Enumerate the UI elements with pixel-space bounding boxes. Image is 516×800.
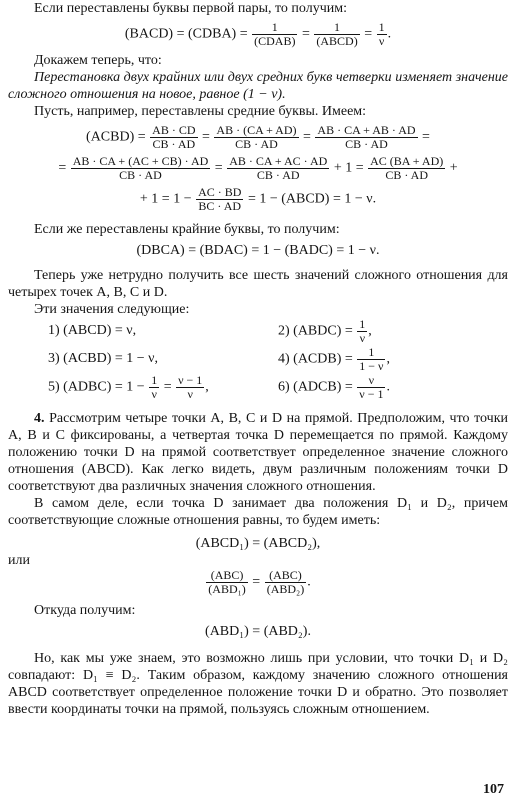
fraction bbox=[227, 155, 329, 182]
numerator: 1 bbox=[252, 21, 297, 35]
denominator: ν bbox=[359, 331, 365, 345]
numerator: AC (BA + AD) bbox=[370, 154, 444, 168]
fraction bbox=[377, 21, 387, 48]
numerator: ν − 1 bbox=[178, 373, 203, 387]
equation-part: + 1 = bbox=[333, 160, 364, 176]
denominator: CB · AD bbox=[152, 137, 196, 151]
numerator: ν bbox=[357, 374, 385, 388]
fraction bbox=[196, 186, 243, 213]
equation-part: (ACBD) = bbox=[86, 129, 146, 145]
text-line: Пусть, например, переставлены средние буквы. Имеем: bbox=[34, 104, 367, 119]
denominator: 1 − ν bbox=[359, 359, 384, 373]
value-text: 4) (ACDB) = bbox=[278, 351, 353, 367]
denominator: ν bbox=[187, 387, 193, 401]
page-number: 107 bbox=[483, 782, 504, 797]
fraction bbox=[357, 346, 385, 373]
denominator: (CDAB) bbox=[254, 34, 296, 48]
numerator: AB · (CA + AD) bbox=[216, 123, 297, 137]
numerator: (ABC) bbox=[206, 569, 248, 583]
fraction bbox=[71, 155, 211, 182]
values-list bbox=[8, 318, 508, 400]
value-text: 5) (ADBC) = 1 − bbox=[48, 379, 145, 395]
value-text: 3) (ACBD) = 1 − ν, bbox=[48, 351, 159, 366]
equation-6: (ABCD₁) = (ABCD₂), bbox=[195, 536, 321, 551]
equation-7: (ABC) (ABD₁) = (ABC) (ABD₂) . bbox=[208, 568, 311, 596]
numerator: AB · CA + (AC + CB) · AD bbox=[72, 154, 209, 168]
numerator: 1 bbox=[378, 20, 385, 34]
denominator: BC · AD bbox=[198, 199, 242, 213]
numerator: (ABC) bbox=[265, 569, 307, 583]
text-line: Докажем теперь, что: bbox=[34, 53, 162, 68]
equation-part: + bbox=[449, 160, 458, 176]
value-text: 6) (ADCB) = bbox=[278, 379, 353, 395]
text-line: Если же переставлены крайние буквы, то получим: bbox=[34, 222, 340, 237]
fraction bbox=[265, 569, 307, 596]
denominator: CB · AD bbox=[345, 137, 388, 151]
fraction bbox=[150, 124, 197, 151]
value-item: 5) (ADBC) = 1 − $\frac{1}{\nu}$ = $\frac{\nu - 1}{\nu}$ , bbox=[48, 373, 209, 401]
equation-part: (BACD) = (CDBA) = bbox=[124, 26, 248, 42]
denominator: CB · AD bbox=[119, 168, 162, 182]
equals-sign: = bbox=[364, 26, 373, 42]
numerator: AB · CA + AC · AD bbox=[229, 154, 328, 168]
paragraph-text: Рассмотрим четыре точки A, B, C и D на прямой. Предположим, что точки A, B и C фиксированы, а четвертая точка D перемещается по прямой. Каждому положению точки D на прямой соответствует определенное значение сложного отношения (ABCD). Как легко видеть, двум различным положениям точки D соответствуют два различных значения сложного отношения. bbox=[8, 411, 509, 494]
denominator: ν bbox=[151, 387, 157, 401]
numerator: AC · BD bbox=[198, 185, 242, 199]
fraction bbox=[214, 124, 298, 151]
fraction bbox=[206, 569, 248, 596]
equation-1: (BACD) = (CDBA) = 1 (CDAB) = 1 (ABCD) = $\frac{1}{\nu}$ . bbox=[124, 20, 392, 48]
fraction bbox=[357, 318, 367, 345]
value-item: 6) (ADCB) = $\frac{\nu}{\nu - 1}$ . bbox=[278, 373, 390, 401]
text-line: Если переставлены буквы первой пары, то получим: bbox=[34, 1, 347, 16]
value-item: 2) (ABDC) = $\frac{1}{\nu}$ , bbox=[278, 317, 372, 345]
numerator: 1 bbox=[359, 317, 366, 331]
equals-sign: = bbox=[301, 26, 310, 42]
fraction bbox=[368, 155, 445, 182]
denominator: ν − 1 bbox=[359, 387, 384, 401]
section-number: 4. bbox=[34, 411, 45, 426]
equation-3: = $\frac{AB \cdot CA + (AC + CB) \cdot AD}{CB \cdot AD}$ = $\frac{AB \cdot CA + AC \cdot AD}{CB \cdot AD}$ + 1 = $\frac{AC (BA + AD)}{CB \cdot AD}$ + bbox=[58, 154, 458, 182]
value-item: 4) (ACDB) = $\frac{1}{1 - \nu}$ , bbox=[278, 345, 390, 373]
text-paragraph: Но, как мы уже знаем, это возможно лишь при условии, что точки D₁ и D₂ совпадают: D₁ ≡ D₂. Таким образом, каждому значению сложного отношения ABCD соответствует определенное положение точки D и обратно. Это позволяет ввести координаты точки на прямой, пользуясь сложным отношением. bbox=[8, 651, 508, 717]
equation-part: + 1 = 1 − bbox=[139, 191, 192, 207]
fraction bbox=[149, 374, 159, 401]
value-item bbox=[48, 318, 278, 344]
text-line: Эти значения следующие: bbox=[34, 302, 190, 317]
section-4-paragraph bbox=[8, 410, 508, 495]
numerator: 1 bbox=[357, 346, 385, 360]
numerator: AB · CD bbox=[152, 123, 196, 137]
denominator: (ABCD) bbox=[316, 34, 358, 48]
value-item bbox=[48, 346, 278, 372]
equation-5: (DBCA) = (BDAC) = 1 − (BADC) = 1 − ν. bbox=[136, 243, 380, 258]
text-paragraph: Теперь уже нетрудно получить все шесть значений сложного отношения для четырех точек A, B, C и D. bbox=[8, 268, 508, 300]
fraction bbox=[252, 21, 297, 48]
text-line: или bbox=[8, 553, 30, 568]
value-text: 2) (ABDC) = bbox=[278, 323, 353, 339]
numerator: 1 bbox=[151, 373, 158, 387]
denominator: (ABD₂) bbox=[266, 582, 305, 596]
fraction bbox=[315, 124, 417, 151]
value-text: 1) (ABCD) = ν, bbox=[48, 323, 137, 338]
numerator: AB · CA + AB · AD bbox=[317, 123, 416, 137]
denominator: CB · AD bbox=[235, 137, 278, 151]
equation-8: (ABD₁) = (ABD₂). bbox=[205, 624, 311, 639]
equation-4 bbox=[8, 186, 508, 213]
numerator: 1 bbox=[314, 21, 359, 35]
theorem-text: Перестановка двух крайних или двух средних букв четверки изменяет значение сложного отношения на новое, равное (1 − ν). bbox=[8, 70, 508, 102]
equation-part: = 1 − (ABCD) = 1 − ν. bbox=[247, 191, 377, 207]
denominator: CB · AD bbox=[385, 168, 429, 182]
fraction bbox=[357, 374, 385, 401]
fraction bbox=[176, 374, 204, 401]
fraction bbox=[314, 21, 359, 48]
text-line: Откуда получим: bbox=[34, 603, 136, 618]
denominator: CB · AD bbox=[256, 168, 300, 182]
equation-2: (ACBD) = $\frac{AB \cdot CD}{CB \cdot AD}$ = $\frac{AB \cdot (CA + AD)}{CB \cdot AD}$ = $\frac{AB \cdot CA + AB \cdot AD}{CB \cdot AD}$ = bbox=[86, 123, 430, 151]
denominator: ν bbox=[378, 34, 385, 48]
text-paragraph: В самом деле, если точка D занимает два положения D₁ и D₂, причем соответствующие сложные отношения равны, то будем иметь: bbox=[8, 496, 508, 528]
denominator: (ABD₁) bbox=[208, 582, 246, 596]
